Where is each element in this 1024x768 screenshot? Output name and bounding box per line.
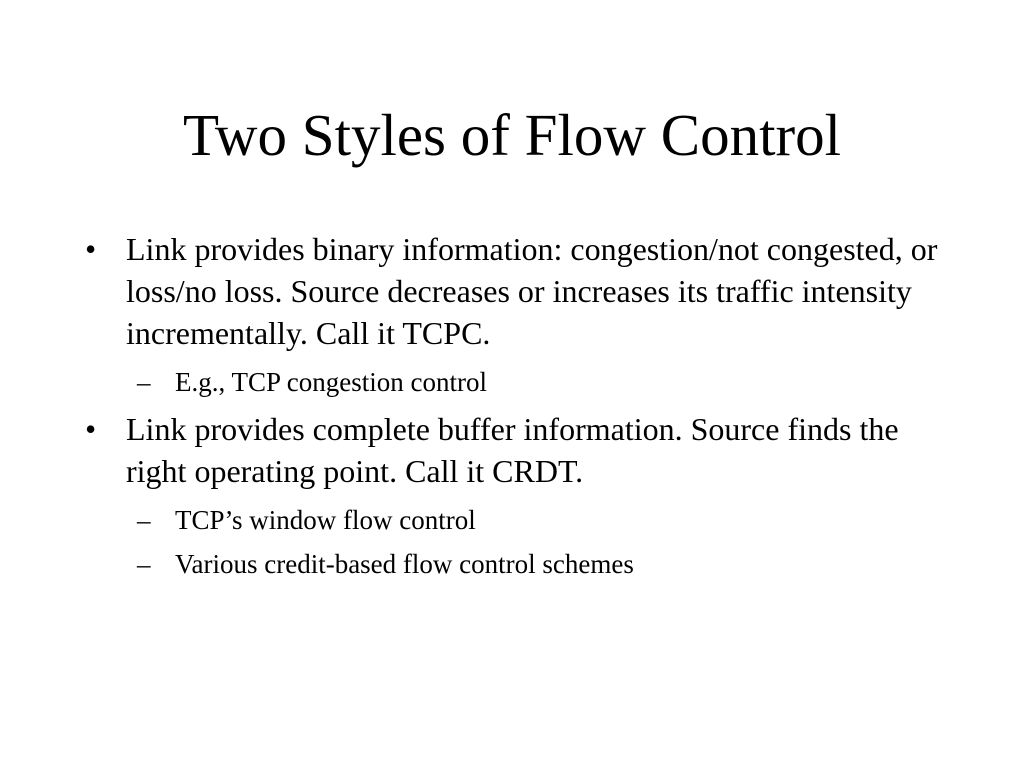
- sub-bullet-item: [130, 498, 965, 542]
- sub-bullet-list: [126, 360, 965, 404]
- sub-bullet-item: [130, 360, 965, 404]
- bullet-marker: •: [85, 231, 97, 267]
- bullet-item: [85, 228, 965, 404]
- sub-bullet-marker: –: [137, 549, 151, 579]
- bullet-list: [85, 228, 965, 586]
- bullet-text: Link provides binary information: congestion/not congested, or loss/no loss. Source decreases or increases its traffic intensity incrementally. Call it TCPC.: [126, 231, 938, 351]
- bullet-text: Link provides complete buffer information. Source finds the right operating point. Call it CRDT.: [126, 411, 899, 489]
- sub-bullet-text: Various credit-based flow control schemes: [175, 549, 634, 579]
- sub-bullet-marker: –: [137, 505, 151, 535]
- bullet-marker: •: [85, 411, 97, 447]
- sub-bullet-text: E.g., TCP congestion control: [175, 367, 487, 397]
- sub-bullet-text: TCP’s window flow control: [175, 505, 476, 535]
- slide-title: Two Styles of Flow Control: [182, 102, 842, 168]
- sub-bullet-list: [126, 498, 965, 586]
- sub-bullet-item: [130, 542, 965, 586]
- sub-bullet-marker: –: [137, 367, 151, 397]
- bullet-item: [85, 408, 965, 586]
